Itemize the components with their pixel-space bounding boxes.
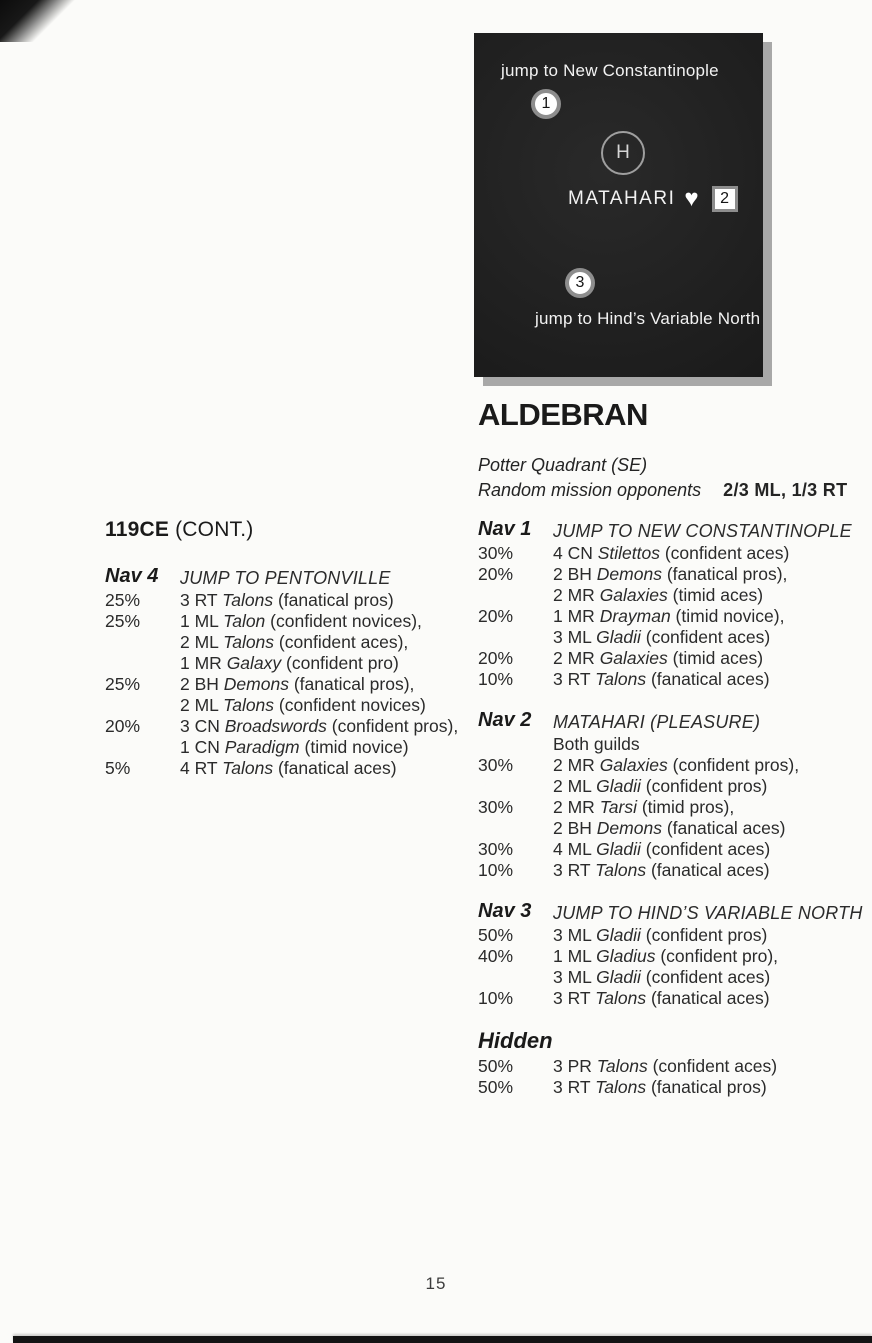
ship-name: Gladius: [596, 946, 656, 966]
opponents-cell: [180, 716, 458, 737]
section-heading-119ce: [105, 519, 477, 541]
opponents-text: 2 BH: [553, 564, 597, 584]
opponents-text: 3 ML: [553, 967, 597, 987]
nav-section: [478, 709, 872, 881]
probability-cell: 50%: [478, 1077, 514, 1097]
ship-name: Demons: [223, 674, 289, 694]
opponents-text: 3 RT: [553, 669, 596, 689]
opponents-cell: [553, 606, 784, 627]
opponents-text: (fanatical aces): [646, 669, 770, 689]
opponents-text: 2 MR: [553, 797, 600, 817]
ship-name: Talons: [223, 695, 275, 715]
opponents-cell: [180, 611, 422, 632]
ship-name: Talons: [223, 632, 275, 652]
probability-cell: [105, 695, 180, 716]
system-map: [474, 33, 763, 377]
opponents-cell: [553, 543, 789, 564]
opponents-cell: [553, 734, 640, 755]
opponents-cell: [553, 967, 770, 988]
hidden-point-letter: H: [616, 142, 630, 163]
probability-cell: 30%: [478, 797, 514, 817]
ship-name: Demons: [596, 564, 662, 584]
encounter-row: [478, 946, 872, 967]
opponents-cell: [553, 988, 770, 1009]
opponents-text: 3 RT: [553, 988, 596, 1008]
base-marker-row: [568, 186, 738, 212]
ship-name: Talons: [596, 1056, 648, 1076]
opponents-text: 2 ML: [180, 695, 224, 715]
encounter-row: [478, 648, 872, 669]
opponents-text: (confident aces): [640, 627, 771, 647]
encounter-row: [478, 988, 872, 1009]
probability-cell: [105, 632, 180, 653]
system-header: [478, 396, 872, 503]
ship-name: Talons: [222, 590, 274, 610]
opponents-text: 2 BH: [180, 674, 224, 694]
opponents-cell: [180, 590, 394, 611]
opponents-text: 2 BH: [553, 818, 597, 838]
opponents-cell: [553, 776, 767, 797]
nav-section-header: [478, 518, 872, 542]
encounter-row: [105, 758, 477, 779]
opponents-text: (fanatical pros): [646, 1077, 767, 1097]
ship-name: Talons: [595, 988, 647, 1008]
probability-cell: 20%: [478, 564, 514, 584]
opponents-text: Both guilds: [553, 734, 640, 754]
ship-name: Galaxies: [599, 755, 668, 775]
scan-artifact-corner: [0, 0, 95, 42]
nav-title: JUMP TO PENTONVILLE: [180, 568, 391, 588]
encounter-row: [105, 590, 477, 611]
probability-cell: [478, 734, 553, 755]
opponents-text: (fanatical pros),: [288, 674, 415, 694]
encounter-row: [478, 1077, 872, 1098]
opponents-text: (confident pro): [281, 653, 399, 673]
encounter-row: [478, 797, 872, 818]
opponents-cell: [553, 1077, 767, 1098]
page-number: 15: [425, 1274, 447, 1293]
opponents-cell: [553, 946, 778, 967]
nav-title: JUMP TO NEW CONSTANTINOPLE: [553, 521, 852, 541]
opponents-text: 2 MR: [553, 755, 600, 775]
mission-opponents-line: [478, 478, 872, 503]
probability-cell: 20%: [478, 648, 514, 668]
ship-name: Demons: [596, 818, 662, 838]
opponents-cell: [553, 585, 763, 606]
opponents-cell: [180, 632, 408, 653]
opponents-text: (timid novice): [299, 737, 409, 757]
opponents-text: 3 RT: [553, 1077, 596, 1097]
encounter-row: [478, 1056, 872, 1077]
opponents-text: 4 CN: [553, 543, 598, 563]
nav-label: Nav 3: [478, 900, 532, 922]
ship-name: Talons: [595, 669, 647, 689]
encounter-row: [478, 860, 872, 881]
opponents-text: (confident aces): [647, 1056, 778, 1076]
ship-name: Paradigm: [224, 737, 300, 757]
nav-label: Nav 1: [478, 518, 532, 540]
encounter-row: [478, 627, 872, 648]
opponents-text: (timid aces): [667, 585, 764, 605]
encounter-row: [478, 543, 872, 564]
hidden-point-marker: [601, 131, 645, 175]
opponents-text: (confident pros): [640, 776, 768, 796]
probability-cell: [478, 967, 553, 988]
probability-cell: [478, 776, 553, 797]
left-column: [105, 519, 477, 798]
base-name-label: MATAHARI: [568, 188, 676, 209]
encounter-row: [105, 674, 477, 695]
probability-cell: 25%: [105, 590, 141, 610]
opponents-text: (confident novices): [274, 695, 426, 715]
scan-artifact-bottom: [13, 1336, 872, 1343]
encounter-row: [478, 669, 872, 690]
nav-section-header: [478, 900, 872, 924]
probability-cell: 30%: [478, 543, 514, 563]
nav-section: [105, 565, 477, 779]
ship-name: Gladii: [596, 925, 641, 945]
opponents-text: 3 PR: [553, 1056, 597, 1076]
encounter-row: [478, 606, 872, 627]
opponents-text: 1 MR: [553, 606, 600, 626]
probability-cell: 40%: [478, 946, 514, 966]
opponents-text: 1 CN: [180, 737, 225, 757]
encounter-row: [478, 839, 872, 860]
encounter-row: [105, 716, 477, 737]
probability-cell: 25%: [105, 674, 141, 694]
opponents-text: (fanatical aces): [661, 818, 786, 838]
heart-icon: ♥: [684, 185, 699, 212]
ship-name: Stilettos: [597, 543, 660, 563]
nav-point-3-number: 3: [575, 274, 585, 291]
opponents-text: (confident pro),: [655, 946, 779, 966]
nav-subtitle-row: [478, 734, 872, 755]
nav-section: [478, 900, 872, 1009]
right-column: [478, 518, 872, 1117]
jump-destination-bottom-label: jump to Hind’s Variable North: [535, 309, 761, 328]
probability-cell: 50%: [478, 925, 514, 945]
opponents-text: 2 MR: [553, 585, 600, 605]
opponents-cell: [553, 755, 799, 776]
ship-name: Talon: [223, 611, 266, 631]
nav-label: Nav 4: [105, 565, 159, 587]
opponents-cell: [180, 695, 426, 716]
probability-cell: 5%: [105, 758, 131, 778]
opponents-text: 2 ML: [553, 776, 597, 796]
nav-title: JUMP TO HIND’S VARIABLE NORTH: [553, 903, 863, 923]
ship-name: Talons: [222, 758, 274, 778]
probability-cell: 10%: [478, 988, 514, 1008]
nav-section-header: [478, 1028, 872, 1054]
opponents-text: (confident aces),: [274, 632, 409, 652]
opponents-cell: [553, 627, 770, 648]
ship-name: Talons: [595, 1077, 647, 1097]
opponents-text: 1 ML: [180, 611, 224, 631]
encounter-row: [105, 632, 477, 653]
opponents-cell: [553, 564, 787, 585]
opponents-text: 2 MR: [553, 648, 600, 668]
opponents-cell: [553, 648, 763, 669]
nav-label: Nav 2: [478, 709, 532, 731]
ship-name: Tarsi: [599, 797, 637, 817]
opponents-text: (confident aces): [659, 543, 790, 563]
encounter-row: [478, 967, 872, 988]
encounter-row: [105, 611, 477, 632]
opponents-text: (confident novices),: [265, 611, 422, 631]
ship-name: Galaxy: [226, 653, 282, 673]
opponents-cell: [180, 674, 414, 695]
opponents-text: (timid pros),: [636, 797, 735, 817]
encounter-row: [105, 653, 477, 674]
opponents-text: 2 ML: [180, 632, 224, 652]
nav-title: MATAHARI (PLEASURE): [553, 712, 761, 732]
nav-point-1-marker: [531, 89, 561, 119]
jump-destination-top-label: jump to New Constantinople: [501, 61, 719, 80]
encounter-row: [105, 695, 477, 716]
opponents-cell: [553, 839, 770, 860]
encounter-row: [478, 776, 872, 797]
opponents-text: (confident aces): [640, 967, 771, 987]
probability-cell: 20%: [105, 716, 141, 736]
opponents-text: (fanatical aces): [646, 988, 770, 1008]
encounter-row: [478, 585, 872, 606]
nav-point-3-marker: [565, 268, 595, 298]
ship-name: Drayman: [599, 606, 671, 626]
opponents-text: (fanatical pros): [273, 590, 394, 610]
ship-name: Broadswords: [224, 716, 327, 736]
probability-cell: [105, 737, 180, 758]
probability-cell: [105, 653, 180, 674]
opponents-cell: [553, 1056, 777, 1077]
nav-label: Hidden: [478, 1028, 553, 1053]
nav-section-header: [105, 565, 477, 589]
opponents-text: (timid novice),: [670, 606, 785, 626]
nav-section-header: [478, 709, 872, 733]
mission-opponents-label: Random mission opponents: [478, 480, 702, 500]
opponents-text: (confident pros): [640, 925, 768, 945]
encounter-row: [478, 818, 872, 839]
encounter-row: [105, 737, 477, 758]
ship-name: Gladii: [596, 839, 641, 859]
opponents-text: (confident pros),: [667, 755, 800, 775]
section-heading-rest: (CONT.): [169, 518, 254, 541]
section-heading-bold: 119CE: [105, 518, 170, 541]
opponents-text: 1 MR: [180, 653, 227, 673]
nav-section: [478, 518, 872, 690]
system-title: ALDEBRAN: [478, 397, 648, 432]
nav-section: [478, 1028, 872, 1098]
opponents-text: 3 ML: [553, 627, 597, 647]
opponents-cell: [553, 669, 770, 690]
opponents-text: (fanatical aces): [273, 758, 397, 778]
ship-name: Gladii: [596, 967, 641, 987]
opponents-text: (confident aces): [640, 839, 771, 859]
probability-cell: 30%: [478, 839, 514, 859]
probability-cell: 10%: [478, 860, 514, 880]
opponents-text: 1 ML: [553, 946, 597, 966]
opponents-cell: [553, 860, 770, 881]
opponents-cell: [553, 818, 785, 839]
opponents-text: 4 ML: [553, 839, 597, 859]
ship-name: Galaxies: [599, 648, 668, 668]
probability-cell: [478, 585, 553, 606]
ship-name: Gladii: [596, 776, 641, 796]
opponents-text: 3 ML: [553, 925, 597, 945]
opponents-text: 4 RT: [180, 758, 223, 778]
probability-cell: 25%: [105, 611, 141, 631]
probability-cell: 20%: [478, 606, 514, 626]
opponents-text: 3 CN: [180, 716, 225, 736]
mission-opponents-ratio: 2/3 ML, 1/3 RT: [723, 480, 848, 500]
ship-name: Gladii: [596, 627, 641, 647]
ship-name: Galaxies: [599, 585, 668, 605]
probability-cell: 10%: [478, 669, 514, 689]
opponents-text: (fanatical pros),: [661, 564, 788, 584]
opponents-cell: [553, 925, 767, 946]
opponents-text: (timid aces): [667, 648, 764, 668]
nav-point-1-number: 1: [541, 95, 551, 112]
system-meta: [478, 453, 872, 503]
probability-cell: [478, 627, 553, 648]
opponents-text: 3 RT: [553, 860, 596, 880]
opponents-text: (fanatical aces): [646, 860, 770, 880]
opponents-text: (confident pros),: [326, 716, 459, 736]
nav-point-2-number: 2: [720, 190, 730, 207]
opponents-text: 3 RT: [180, 590, 223, 610]
opponents-cell: [553, 797, 734, 818]
probability-cell: [478, 818, 553, 839]
probability-cell: 50%: [478, 1056, 514, 1076]
nav-point-2-marker: [712, 186, 738, 212]
encounter-row: [478, 925, 872, 946]
quadrant-label: Potter Quadrant (SE): [478, 455, 648, 475]
opponents-cell: [180, 758, 397, 779]
ship-name: Talons: [595, 860, 647, 880]
probability-cell: 30%: [478, 755, 514, 775]
encounter-row: [478, 564, 872, 585]
opponents-cell: [180, 737, 409, 758]
encounter-row: [478, 755, 872, 776]
opponents-cell: [180, 653, 399, 674]
